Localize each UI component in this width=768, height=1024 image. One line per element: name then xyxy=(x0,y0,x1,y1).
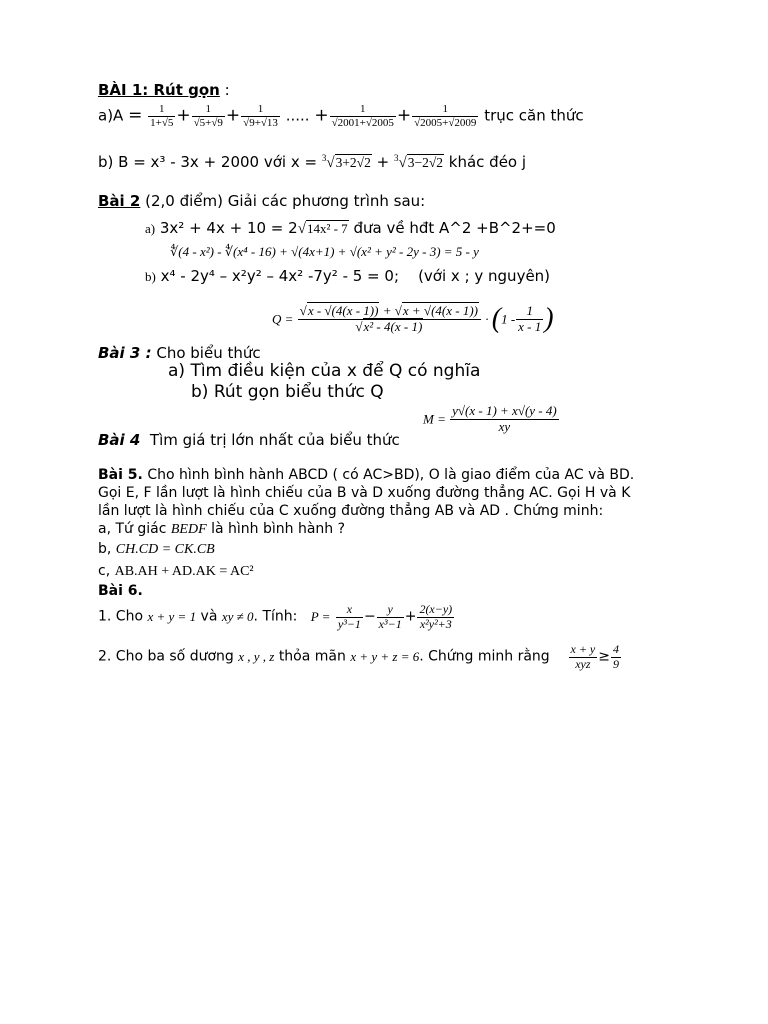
bai2-equation-2: ∜(4 - x²) - ∜(x⁴ - 16) + √(4x+1) + √(x² + y² - 2y - 3) = 5 - y xyxy=(170,244,479,259)
bai1-part-b: b) B = x³ - 3x + 2000 với x = $^3$√3+2√2 + $^3$√3−2√2 khác đéo j xyxy=(98,153,527,171)
m-fraction: $\frac{y√(x - 1) + x√(y - 4)}{xy}$ xyxy=(452,403,557,434)
fraction-1: $\frac{1}{1+√5}$ xyxy=(150,103,174,129)
bai6-problem-2: 2. Cho ba số dương x , y , z thỏa mãn x + y + z = 6. Chứng minh rằng $\frac{x + y}{\text{xyz}}$ ≥ $\frac{4}{9}$ xyxy=(98,642,619,671)
plus-sign: + xyxy=(376,153,390,171)
p-fraction-2: $\frac{y}{\text{x³−1}}$ xyxy=(378,602,402,631)
bai2-heading xyxy=(98,193,425,210)
bai1-part-a: a)A = $\frac{1}{1+√5}$ + $\frac{1}{√5+√9}$ + $\frac{1}{√9+√13}$ ..... + $\frac{1}{√2001+√2005}$ + $\frac{1}{√2005+√2009}$ trục căn thức xyxy=(98,103,584,129)
bai4-formula: M = $\frac{y√(x - 1) + x√(y - 4)}{xy}$ xyxy=(423,403,557,434)
bai1-b-tail: khác đéo j xyxy=(448,153,527,171)
q-lhs: Q = xyxy=(272,311,294,327)
cube-root-1: 3+2√2 xyxy=(335,155,371,170)
bai3-label: Bài 3 : xyxy=(98,344,152,362)
bai3-part-a: a) Tìm điều kiện của x để Q có nghĩa xyxy=(168,361,481,381)
q-main-fraction: $\frac{√x - √(4(x - 1)) + √x + √(4(x - 1))}{\text{√x² - 4(x - 1)}}$ xyxy=(298,304,481,335)
bai2-b-equation: x⁴ - 2y⁴ – x²y² – 4x² -7y² - 5 = 0; xyxy=(160,267,399,285)
bai2-a-equation: 3x² + 4x + 10 = 2 xyxy=(159,219,298,237)
bai1-heading xyxy=(98,82,230,99)
ratio-fraction: $\frac{4}{9}$ xyxy=(612,642,619,671)
bai1-a-tail: trục căn thức xyxy=(484,106,584,125)
bai1-a-label: a)A xyxy=(98,106,124,125)
bai6-problem-1: 1. Cho x + y = 1 và xy ≠ 0. Tính: P = $\frac{x}{\text{y³−1}}$ − $\frac{y}{\text{x³−1}}$ + $\frac{2(x-y)}{\text{x²y²+3}}$ xyxy=(98,602,453,631)
bai4-label: Bài 4 xyxy=(98,431,141,449)
bai6-label: Bài 6. xyxy=(98,583,143,599)
bai2-title: Bài 2 xyxy=(98,192,141,210)
bai5-line-3: lần lượt là hình chiếu của C xuống đường thẳng AB và AD . Chứng minh: xyxy=(98,503,604,519)
bai5-line-2: Gọi E, F lần lượt là hình chiếu của B và D xuống đường thẳng AC. Gọi H và K xyxy=(98,485,631,501)
bai5-part-a: a, Tứ giác BEDF là hình bình hành ? xyxy=(98,521,346,537)
ellipsis: ..... xyxy=(285,106,310,125)
q-factor-fraction: $\frac{1}{x - 1}$ xyxy=(518,303,542,334)
bai2-b-note: (với x ; y nguyên) xyxy=(418,267,551,285)
bai2-a-note: đưa về hđt A^2 +B^2+=0 xyxy=(353,219,556,237)
bai3-heading xyxy=(98,345,261,362)
fraction-2: $\frac{1}{√5+√9}$ xyxy=(193,103,223,129)
bai2-b-label: b) xyxy=(145,269,156,284)
bai1-b-text: b) B = x³ - 3x + 2000 với x = xyxy=(98,153,318,171)
cube-root-2: 3−2√2 xyxy=(407,155,443,170)
bai4-text: Tìm giá trị lớn nhất của biểu thức xyxy=(149,431,400,449)
bai3-formula: Q = $\frac{√x - √(4(x - 1)) + √x + √(4(x - 1))}{\text{√x² - 4(x - 1)}}$ · (1 - $\frac{1}{x - 1}$ ) xyxy=(272,303,554,335)
bai5-line-1: Bài 5. Cho hình bình hành ABCD ( có AC>BD), O là giao điểm của AC và BD. xyxy=(98,467,635,483)
bai2-a-label: a) xyxy=(145,221,156,236)
equals-sign: = xyxy=(128,105,143,126)
bai4-heading xyxy=(98,432,400,449)
ineq-fraction: $\frac{x + y}{\text{xyz}}$ xyxy=(570,642,596,671)
bai2-a-root: 14x² - 7 xyxy=(306,221,348,236)
fraction-3: $\frac{1}{√9+√13}$ xyxy=(243,103,278,129)
fraction-5: $\frac{1}{√2005+√2009}$ xyxy=(414,103,477,129)
bai1-colon: : xyxy=(224,81,230,99)
bai2-instruction: (2,0 điểm) Giải các phương trình sau: xyxy=(145,192,426,210)
bai2-part-b xyxy=(145,268,550,285)
bai1-title: BÀI 1: Rút gọn xyxy=(98,81,220,99)
bai3-part-b: b) Rút gọn biểu thức Q xyxy=(191,382,384,402)
fraction-4: $\frac{1}{√2001+√2005}$ xyxy=(331,103,394,129)
bai5-label: Bài 5. xyxy=(98,467,143,483)
bai5-part-b: b, CH.CD = CK.CB xyxy=(98,541,215,557)
bai5-part-c: c, AB.AH + AD.AK = AC² xyxy=(98,563,254,579)
p-fraction-3: $\frac{2(x-y)}{\text{x²y²+3}}$ xyxy=(419,602,453,631)
bai3-text: Cho biểu thức xyxy=(156,344,261,362)
bai2-part-a: a) 3x² + 4x + 10 = 2√14x² - 7 đưa về hđt A^2 +B^2+=0 xyxy=(145,219,556,237)
p-fraction-1: $\frac{x}{\text{y³−1}}$ xyxy=(337,602,361,631)
